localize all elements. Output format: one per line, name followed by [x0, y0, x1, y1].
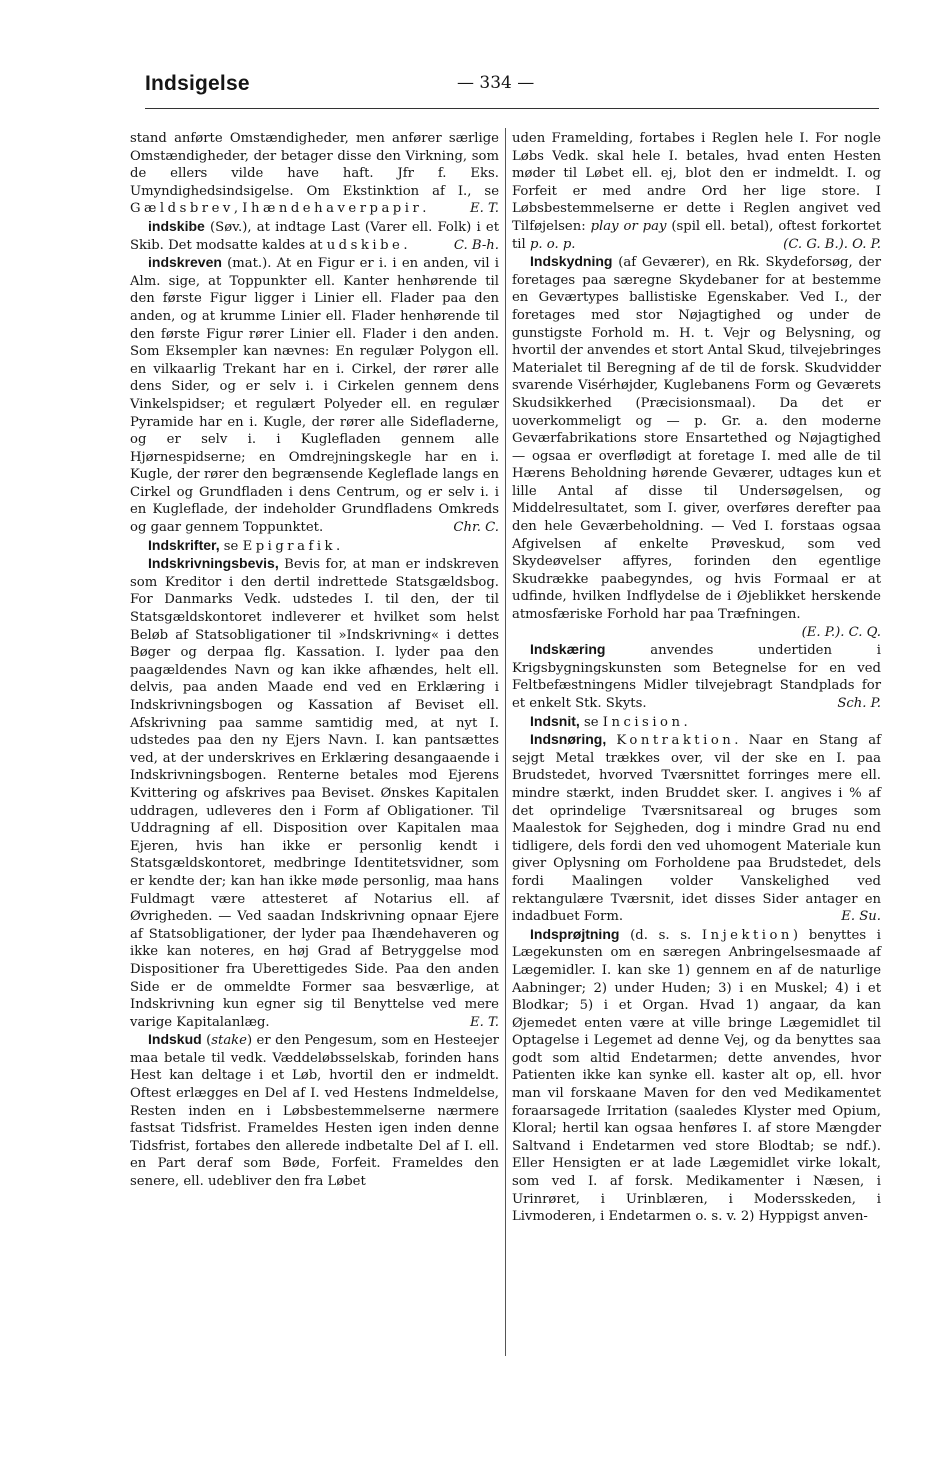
entry-indsnoering: Indsnøring, Kontraktion. Naar en Stang af sejgt Metal trækkes over, vil der ske en I. paa Brudstedet, hvorved Tværsnittet forringes mere ell. mindre stærkt, inden Bruddet sker. I. angives i % af det oprindelige Tværsnitsareal og bruges som Maalestok for Sejgheden, dog i mindre Grad nu end tidligere, dels fordi den ved uhomogent Materiale kun giver Oplysning om Forholdene paa Brudstedet, dels fordi Maalingen volder Vanskelighed ved rektangulære Tværsnit, idet disses Sider antager en indadbuet Form. E. Su.	[512, 731, 881, 925]
running-head: Indsigelse	[145, 72, 250, 95]
entry-indskud: Indskud (stake) er den Pengesum, som en Hesteejer maa betale til vedk. Væddeløbsselskab, forinden hans Hest kan deltage i et Løb, hvortil den er indmeldt. Oftest erlægges en Del af I. ved Hestens Indmeldelse, Resten inden en i Løbsbestemmelserne nærmere fastsat Tidsfrist. Frameldes Hesten igen inden denne Tidsfrist, fortabes den allerede indbetalte Del af I. ell. en Part deraf som Bøde, Forfeit. Frameldes den senere, ell. udebliver den fra Løbet	[130, 1031, 499, 1190]
cross-reference: Injektion	[701, 927, 793, 943]
author-signature: C. B-h.	[453, 237, 499, 253]
foreign-term: stake	[211, 1033, 247, 1049]
entry-indskrifter: Indskrifter, se Epigrafik.	[148, 536, 341, 554]
right-column	[512, 130, 881, 1226]
cross-reference: Incision	[602, 714, 684, 730]
entry-continuation: uden Framelding, fortabes i Reglen hele I. For nogle Løbs Vedk. skal hele I. betales, hvad enten Hesten møder til Løbet ell. ej, blot den er indmeldt. I. og Forfeit er med andre Ord her lige store. I Løbsbestemmelserne er dette i Reglen angivet ved Tilføjelsen: play or pay (spil ell. betal), oftest forkortet til p. o. p. (C. G. B.). O. P.	[512, 131, 881, 252]
entry-indskydning: Indskydning (af Geværer), en Rk. Skydeforsøg, der foretages paa særegne Skydebaner for at bestemme en Geværtypes ballistiske Egenskaber. Ved I., der foretages med stor Nøjagtighed og under de gunstigste Forhold m. H. t. Vejr og Belysning, og hvortil der anvendes et stort Antal Skud, tilvejebringes Materialet til Beregning af de til de forsk. Skudvidder svarende Visérhøjder, Kuglebanens Form og Geværets Skudsikkerhed (Præcisionsmaal). Da det er uoverkommeligt og — p. Gr. a. den moderne Geværfabrikations store Ensartethed og Nøjagtighed — ogsaa er overflødigt at foretage I. med alle de til Hærens Beholdning hørende Geværer, udtages kun et lille Antal af disse til Undersøgelsen, og Middelresultatet, som I. giver, overføres derefter paa den hele Geværbeholdning. — Ved I. forstaas ogsaa Afgivelsen af enkelte Prøveskud, som ved Skydeøvelser affyres, forinden den egentlige Skudrække paabegyndes, og hvis Formaal er at udfinde, hvilken Indflydelse de i Øjeblikket herskende atmosfæriske Forhold har paa Træfningen. (E. P.). C. Q.	[512, 253, 881, 640]
headword: Indskrivningsbevis,	[148, 555, 279, 572]
header-rule	[145, 108, 879, 109]
author-signature: Chr. C.	[453, 520, 499, 536]
author-signature: E. T.	[469, 201, 499, 217]
headword: Indskud	[148, 1031, 202, 1048]
entry-indsnit: Indsnit, se Incision.	[530, 712, 688, 730]
author-signature: (E. P.). C. Q.	[801, 624, 881, 640]
cross-reference: Gældsbrev	[130, 201, 234, 217]
author-signature: (C. G. B.). O. P.	[783, 236, 881, 252]
column-divider	[505, 128, 506, 1356]
headword: indskreven	[148, 254, 222, 271]
entry-indskreven: indskreven (mat.). At en Figur er i. i en anden, vil i Alm. sige, at Toppunkter ell. Kanter henhørende til den første Figur ligger i Linier ell. Flader paa den anden, og at krumme Linier ell. Flader henhørende til den første Figur rører Linier ell. Flader i den anden. Som Eksempler kan nævnes: En regulær Polygon ell. en vilkaarlig Trekant har en i. Cirkel, der rører alle dens Sider, og er selv i. i Cirkelen gennem dens Vinkelspidser; et regulært Polyeder ell. en regulær Pyramide har en i. Kugle, der rører alle Sidefladerne, og er selv i. i Kuglefladen gennem alle Hjørnespidserne; en Omdrejningskegle har en i. Kugle, der rører den begrænsende Kegleflade langs en Cirkel og Grundfladen i dens Centrum, og er selv i. i en Kugleflade, der indeholder Grundfladens Omkreds og gaar gennem Toppunktet. Chr. C.	[130, 254, 499, 536]
cross-reference: Epigrafik	[242, 538, 337, 554]
abbreviation: p. o. p.	[529, 236, 576, 252]
headword: Indsnøring,	[530, 731, 607, 748]
left-column	[130, 130, 499, 1191]
author-signature: E. T.	[469, 1014, 499, 1030]
foreign-term: play or pay	[590, 218, 667, 234]
headword: Indskæring	[530, 641, 606, 658]
page-header	[145, 70, 879, 106]
author-signature: Sch. P.	[837, 696, 881, 711]
page-number: — 334 —	[457, 73, 535, 93]
entry-indskrivningsbevis: Indskrivningsbevis, Bevis for, at man er indskreven som Kreditor i den dertil indrettede Statsgældsbog. For Danmarks Vedk. udstedes I. til den, der til Statsgældskontoret indleverer et hvilket som helst Beløb af Statsobligationer til »Indskrivning« i dettes Bøger og derpaa flg. Kassation. I. lyder paa den paagældendes Navn og kan ikke afhændes, helt ell. delvis, paa anden Maade end ved en Erklæring i Indskrivningsbogen og Kassation af Beviset ell. Afskrivning paa samme samtidig med, at nyt I. udstedes paa den ny Ejers Navn. I. kan pantsættes ved, at der underskrives en Erklæring desangaaende i Indskrivningsbogen. Renterne betales mod Ejerens Kvittering og afskrives paa Beviset. Ønskes Kapitalen uddragen, udleveres den i Form af Obligationer. Til Uddragning af ell. Disposition over Kapitalen maa Ejeren, hvis han ikke er personlig kendt i Statsgældskontoret, medbringe Identitetsvidner, som er kendte der; kan han ikke møde personlig, maa hans Fuldmagt være attesteret af Notarius ell. af Øvrigheden. — Ved saadan Indskrivning opnaar Ejere af Statsobligationer, der lyder paa Ihændehaveren og ikke kan noteres, en høj Grad af Betryggelse mod Dispositioner fra Uberettigedes Side. Paa den anden Side er de ommeldte Former saa besværlige, at Indskrivning kun egner sig til Benyttelse ved mere varige Kapitalanlæg. E. T.	[130, 555, 499, 1030]
cross-reference: udskibe	[326, 237, 404, 253]
author-signature: E. Su.	[841, 909, 881, 925]
entry-indsproejtning: Indsprøjtning (d. s. s. Injektion) benyttes i Lægekunsten om en særegen Anbringelsesmaade af Lægemidler. I. kan ske 1) gennem en af de naturlige Aabninger; 2) under Huden; 3) i en Muskel; 4) i et Blodkar; 5) i et Organ. Hvad 1) angaar, da kan Øjemedet enten være at ville bringe Lægemidlet til Optagelse i Legemet ad denne Vej, og da benyttes saa godt som altid Endetarmen; dette anvendes, hvor Patienten ikke kan synke ell. kaster alt op, ell. hvor man vil forskaane Maven for den ved Medikamentet foraarsagede Irritation (saaledes Klyster med Opium, Kloral; hertil kan ogsaa henføres I. af store Mængder Saltvand i Endetarmen ved store Blodtab; se ndf.). Eller Hensigten er at lade Lægemidlet virke lokalt, som ved I. af forsk. Medikamenter i Næsen, i Urinrøret, i Urinblæren, i Modersskeden, i Livmoderen, i Endetarmen o. s. v. 2) Hyppigst anven-	[512, 925, 882, 1225]
entry-indskibe: indskibe (Søv.), at indtage Last (Varer ell. Folk) i et Skib. Det modsatte kaldes at udskibe. C. B-h.	[130, 217, 499, 253]
cross-reference: Ihændehaverpapir	[242, 201, 423, 217]
headword: Indskrifter,	[148, 536, 220, 553]
headword: indskibe	[148, 217, 205, 234]
headword: Indskydning	[530, 253, 613, 270]
cross-reference: Kontraktion	[616, 733, 735, 749]
headword: Indsnit,	[530, 712, 580, 729]
entry-indskaering: Indskæring anvendes undertiden i Krigsbygningskunsten som Betegnelse for en ved Feltbefæstningens Midler tilvejebragt Standplads for et enkelt Stk. Skyts. Sch. P.	[512, 641, 881, 711]
headword: Indsprøjtning	[530, 925, 620, 942]
entry-continuation: stand anførte Omstændigheder, men anfører særlige Omstændigheder, der betager disse den Virkning, som de ellers vilde have haft. Jfr f. Eks. Umyndighedsindsigelse. Om Ekstinktion af I., se Gældsbrev, Ihændehaverpapir. E. T.	[130, 131, 499, 217]
